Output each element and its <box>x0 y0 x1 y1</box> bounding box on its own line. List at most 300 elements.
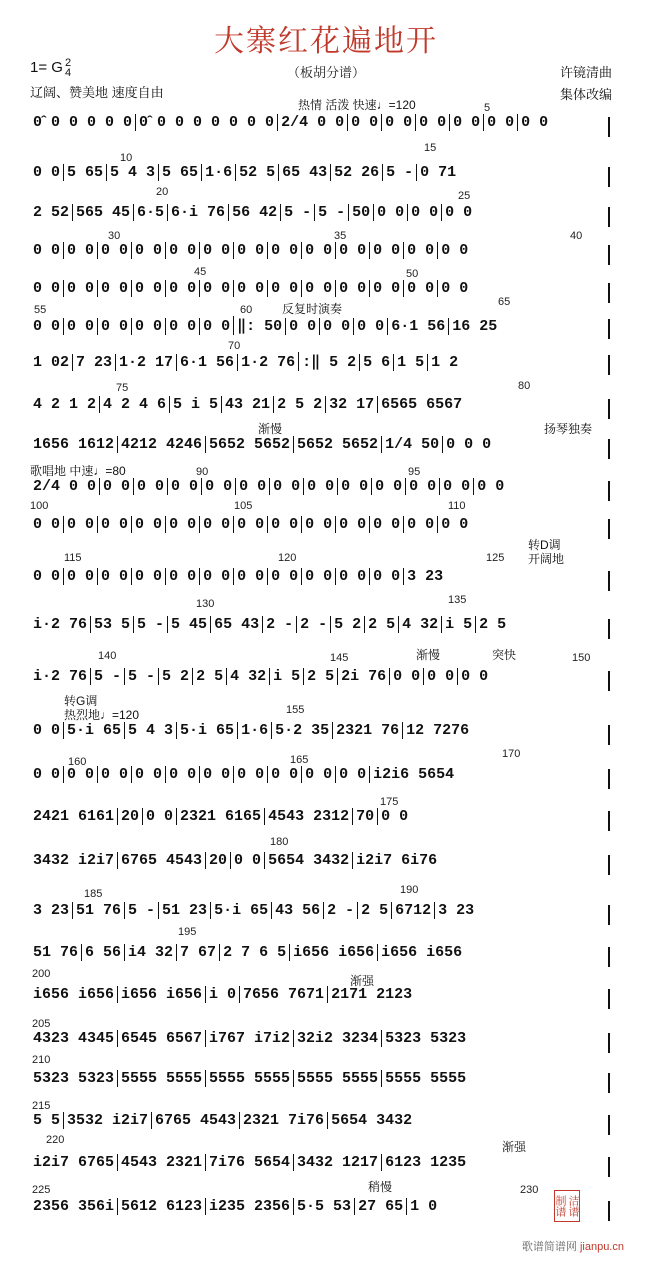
measure: 5652 5652 <box>293 436 381 453</box>
barline-end <box>608 207 610 227</box>
measure: 0 0 <box>97 280 131 297</box>
measure-number: 45 <box>194 266 207 278</box>
measure: 0 0 <box>389 668 423 685</box>
barline-end <box>608 399 610 419</box>
barline-end <box>608 1073 610 1093</box>
measure-number: 60 <box>240 304 253 316</box>
measure: 6545 6567 <box>117 1030 205 1047</box>
measure: 0 0 <box>63 766 97 783</box>
measure-number: 185 <box>84 888 103 900</box>
measure: 1 5 <box>393 354 427 371</box>
measure: 0 0 <box>301 516 335 533</box>
measure: 5·i 65 <box>63 722 124 739</box>
measure: 0 0 0 <box>442 436 494 453</box>
measure: 6 56 <box>81 944 124 961</box>
measure: 2i 76 <box>337 668 389 685</box>
barline-end <box>608 1201 610 1221</box>
measure: 20 <box>205 852 230 869</box>
measure: 4 2 1 2 <box>33 396 97 413</box>
measure: 0 0 <box>199 516 233 533</box>
measure: 0 0 <box>347 114 381 131</box>
measure: 0 0 <box>165 280 199 297</box>
score-row <box>30 568 610 594</box>
measure: 0 0 <box>441 204 475 221</box>
measure-number: 70 <box>228 340 241 352</box>
measure: i 5 <box>269 668 303 685</box>
measure: 1·2 17 <box>115 354 176 371</box>
measure: :‖ 5 2 <box>298 352 359 371</box>
crescendo-label: 渐强 <box>350 974 375 988</box>
measure: 0 0 <box>301 568 335 585</box>
measure: 0 0 <box>63 568 97 585</box>
measure: 0 0 <box>165 568 199 585</box>
measure: 0 0 <box>233 242 267 259</box>
measure: 5654 3432 <box>327 1112 415 1129</box>
measure-number: 205 <box>32 1018 51 1030</box>
measure: 4543 2312 <box>264 808 352 825</box>
measure-number: 25 <box>458 190 471 202</box>
measure-number: 75 <box>116 382 129 394</box>
measure: i·2 76 <box>33 668 88 685</box>
measure: 2 5 <box>364 616 398 633</box>
measure: 5323 5323 <box>381 1030 469 1047</box>
measure: 0 0 <box>97 766 131 783</box>
measure: 0 0 <box>199 280 233 297</box>
measure-number: 130 <box>196 598 215 610</box>
barline-end <box>608 439 610 459</box>
measure: 6765 4543 <box>117 852 205 869</box>
measure: 0 0 <box>403 242 437 259</box>
measure: 0 0 <box>33 516 61 533</box>
score-row <box>30 902 610 928</box>
barline-end <box>608 671 610 691</box>
barline-end <box>608 481 610 501</box>
measure-number: 140 <box>98 650 117 662</box>
measure: 0 0 <box>131 280 165 297</box>
measure: 1 0 <box>406 1198 440 1215</box>
measure: 2/4 0 0 <box>277 114 347 131</box>
measure: 0 0 <box>371 478 405 495</box>
measure: 51 76 <box>33 944 79 961</box>
measure: 0 0 <box>142 808 176 825</box>
expression-marking: 辽阔、赞美地 速度自由 <box>30 85 164 100</box>
measure: 7 23 <box>72 354 115 371</box>
measure: 7 67 <box>176 944 219 961</box>
measure: 0 0 <box>63 242 97 259</box>
measure: 0 0 <box>285 318 319 335</box>
measure: 0 0 <box>353 318 387 335</box>
measure: 0 0 <box>165 318 199 335</box>
measure: 6765 4543 <box>151 1112 239 1129</box>
score-row <box>30 204 610 230</box>
measure: 2321 76 <box>332 722 402 739</box>
measure: 2171 2123 <box>327 986 415 1003</box>
measure: 0 0 <box>415 114 449 131</box>
barline-end <box>608 319 610 339</box>
measure: ‖: 50 <box>233 316 285 335</box>
measure-number: 150 <box>572 652 591 664</box>
measure: i656 i656 <box>33 986 115 1003</box>
measure-number: 190 <box>400 884 419 896</box>
measure-number: 220 <box>46 1134 65 1146</box>
measure: 5 65 <box>158 164 201 181</box>
measure: 0 0 <box>33 722 61 739</box>
measure: i2i7 6765 <box>33 1154 115 1171</box>
score-row <box>30 852 610 878</box>
measure: 27 65 <box>354 1198 406 1215</box>
score-row <box>30 986 610 1012</box>
measure: 4323 4345 <box>33 1030 115 1047</box>
score-row <box>30 242 610 268</box>
measure: 5652 5652 <box>205 436 293 453</box>
measure-number: 5 <box>484 102 491 114</box>
measure: 56 42 <box>228 204 280 221</box>
measure-number: 210 <box>32 1054 51 1066</box>
score-row <box>30 1030 610 1056</box>
measure: 2421 6161 <box>33 808 115 825</box>
barline-end <box>608 117 610 137</box>
measure-number: 125 <box>486 552 505 564</box>
measure: 0 0 <box>267 568 301 585</box>
slow-label-2: 渐慢 <box>416 648 441 662</box>
page-subtitle: （板胡分谱） <box>286 65 365 80</box>
measure: 70 <box>352 808 377 825</box>
measure: i656 i656 <box>117 986 205 1003</box>
measure: 5 2 <box>330 616 364 633</box>
measure: 0 0 <box>337 478 371 495</box>
measure: 0 0 <box>267 766 301 783</box>
barline-end <box>608 1115 610 1135</box>
measure-number: 35 <box>334 230 347 242</box>
measure-number: 115 <box>64 552 82 564</box>
measure: 0 0 <box>131 568 165 585</box>
score-row <box>30 1070 610 1096</box>
score-row <box>30 478 610 504</box>
score-row <box>30 516 610 542</box>
measure: 50 <box>348 204 373 221</box>
measure-number: 100 <box>30 500 49 512</box>
score-row <box>30 280 610 306</box>
measure: 0 0 <box>301 242 335 259</box>
passionate-tempo-label: 热烈地♩=120 <box>64 708 140 722</box>
measure: 0 0 <box>133 478 167 495</box>
measure: 4 32 <box>226 668 269 685</box>
measure: 3532 i2i7 <box>63 1112 151 1129</box>
measure: 5 4 3 <box>106 164 158 181</box>
measure: 3 23 <box>33 902 70 919</box>
measure: 3432 1217 <box>293 1154 381 1171</box>
measure-number: 180 <box>270 836 289 848</box>
measure: 0 0 <box>233 568 267 585</box>
measure: 2 5 <box>357 902 391 919</box>
expansive-label: 开阔地 <box>528 552 565 566</box>
measure-number: 195 <box>178 926 197 938</box>
measure: 3432 i2i7 <box>33 852 115 869</box>
measure: 1656 1612 <box>33 436 115 453</box>
measure-number: 165 <box>290 754 309 766</box>
measure: 32 17 <box>325 396 377 413</box>
measure: 5 - <box>133 616 167 633</box>
measure: 5 - <box>124 668 158 685</box>
measure-number: 10 <box>120 152 133 164</box>
measure-number: 40 <box>570 230 583 242</box>
measure: 0 0 <box>381 114 415 131</box>
measure: 0 0 <box>33 318 61 335</box>
measure: 0 0 <box>230 852 264 869</box>
measure: i656 i656 <box>289 944 377 961</box>
measure: 53 5 <box>90 616 133 633</box>
measure-number: 30 <box>108 230 121 242</box>
measure: 2 - <box>296 616 330 633</box>
measure: 5 2 <box>158 668 192 685</box>
measure: 0 0 <box>335 242 369 259</box>
key-change-g-label: 转G调 <box>64 694 98 708</box>
measure-number: 110 <box>448 500 466 512</box>
measure: 0 0 <box>301 280 335 297</box>
measure: 0 0 <box>63 318 97 335</box>
measure: 5 4 3 <box>124 722 176 739</box>
barline-end <box>608 855 610 875</box>
measure: 0 0 <box>131 318 165 335</box>
measure: 0 0 <box>405 478 439 495</box>
measure: 0 0 <box>457 668 491 685</box>
barline-end <box>608 947 610 967</box>
composer-credit: 许镜清曲 <box>559 65 612 80</box>
measure: 0 0 <box>377 808 411 825</box>
measure: 0 0 <box>319 318 353 335</box>
measure: 0 0 <box>63 280 97 297</box>
measure: 6·1 56 <box>176 354 237 371</box>
measure: 0̂ 0 0 0 0 0 <box>33 114 133 131</box>
measure-number: 145 <box>330 652 349 664</box>
measure: 0 0 <box>267 516 301 533</box>
arranger-credit: 集体改编 <box>559 87 612 102</box>
time-signature: 2 4 <box>64 57 72 79</box>
measure: 0 0 <box>369 242 403 259</box>
measure: 5 45 <box>167 616 210 633</box>
measure: 7i76 5654 <box>205 1154 293 1171</box>
measure: 0 0 <box>517 114 551 131</box>
measure: i 0 <box>205 986 239 1003</box>
measure-number: 175 <box>380 796 399 808</box>
measure: 3 23 <box>434 902 477 919</box>
score-row <box>30 1112 610 1138</box>
barline-end <box>608 355 610 375</box>
measure: 0 0 <box>335 568 369 585</box>
measure: 7656 7671 <box>239 986 327 1003</box>
measure: 43 56 <box>271 902 323 919</box>
measure: 0 0 <box>167 478 201 495</box>
score-row <box>30 668 610 694</box>
slow-label: 渐慢 <box>258 422 283 436</box>
measure: 0 0 <box>99 478 133 495</box>
measure: 0 0 <box>131 516 165 533</box>
measure-number: 15 <box>424 142 437 154</box>
measure: 5 - <box>314 204 348 221</box>
measure: 0 0 <box>33 164 61 181</box>
measure: 0 0 <box>97 568 131 585</box>
measure-number: 135 <box>448 594 467 606</box>
measure: i 5 <box>441 616 475 633</box>
measure: 0 0 <box>483 114 517 131</box>
measure-number: 155 <box>286 704 305 716</box>
measure: 3 23 <box>403 568 446 585</box>
measure: 2 7 6 5 <box>219 944 289 961</box>
measure-number: 55 <box>34 304 47 316</box>
measure: 5 i 5 <box>169 396 221 413</box>
measure: 0 0 <box>437 242 471 259</box>
measure: 6712 <box>391 902 434 919</box>
score-row <box>30 114 610 140</box>
measure: 0 0 <box>199 318 233 335</box>
measure: 0 0 <box>233 516 267 533</box>
measure: 6·1 56 <box>387 318 448 335</box>
page-title: 大寨红花遍地开 <box>214 25 438 58</box>
measure: 5555 5555 <box>117 1070 205 1087</box>
measure: 51 23 <box>158 902 210 919</box>
measure: 5555 5555 <box>381 1070 469 1087</box>
measure: 0 71 <box>416 164 459 181</box>
measure: i235 2356 <box>205 1198 293 1215</box>
measure-number: 65 <box>498 296 511 308</box>
barline-end <box>608 905 610 925</box>
measure: 0 0 <box>165 242 199 259</box>
measure: 5·2 35 <box>271 722 332 739</box>
measure: 0 0 <box>439 478 473 495</box>
measure-number: 50 <box>406 268 419 280</box>
barline-end <box>608 989 610 1009</box>
measure: 20 <box>117 808 142 825</box>
barline-end <box>608 619 610 639</box>
measure: 4 32 <box>398 616 441 633</box>
tempo-marking: 热情 活泼 快速♩=120 <box>298 98 416 112</box>
measure: 2 5 <box>303 668 337 685</box>
measure: 0 0 <box>369 516 403 533</box>
measure-number: 160 <box>68 756 87 768</box>
measure: 0 0 <box>423 668 457 685</box>
measure: 0 0 <box>301 766 335 783</box>
measure: 0 0 <box>403 516 437 533</box>
site-footer <box>522 1238 624 1254</box>
measure: 0 0 <box>335 280 369 297</box>
measure: 1 2 <box>427 354 461 371</box>
measure: 2321 6165 <box>176 808 264 825</box>
measure: 0 0 <box>473 478 507 495</box>
measure: 5555 5555 <box>205 1070 293 1087</box>
measure: 0 0 <box>33 766 61 783</box>
measure: 2 5 <box>192 668 226 685</box>
measure: 0 0 <box>199 766 233 783</box>
measure: 32i2 3234 <box>293 1030 381 1047</box>
measure: 43 21 <box>221 396 273 413</box>
measure: 0 0 <box>233 280 267 297</box>
measure-number: 90 <box>196 466 209 478</box>
score-row <box>30 396 610 422</box>
measure: 6·i 76 <box>167 204 228 221</box>
score-row <box>30 616 610 642</box>
measure-number: 230 <box>520 1184 539 1196</box>
measure: 2/4 0 0 <box>33 478 97 495</box>
measure: 2 5 2 <box>273 396 325 413</box>
measure: 0 0 <box>403 280 437 297</box>
measure: 5612 6123 <box>117 1198 205 1215</box>
measure: i4 32 <box>124 944 176 961</box>
measure: 0 0 <box>131 242 165 259</box>
measure-number: 80 <box>518 380 531 392</box>
measure: 5 65 <box>63 164 106 181</box>
barline-end <box>608 1157 610 1177</box>
measure-number: 120 <box>278 552 297 564</box>
measure: 0 0 <box>369 568 403 585</box>
measure: 5 5 <box>33 1112 61 1129</box>
measure: 0 0 <box>165 766 199 783</box>
measure: 0 0 <box>97 318 131 335</box>
footer-site-name: 歌谱简谱网 <box>521 1241 577 1253</box>
measure: i2i6 5654 <box>369 766 457 783</box>
measure: 0 0 <box>267 280 301 297</box>
measure: 1 02 <box>33 354 70 371</box>
key-signature <box>30 58 71 78</box>
key-change-d-label: 转D调 <box>528 538 561 552</box>
measure: 0 0 <box>449 114 483 131</box>
footer-site-url: jianpu.cn <box>579 1241 624 1253</box>
measure: 6123 1235 <box>381 1154 469 1171</box>
barline-end <box>608 769 610 789</box>
key-label: 1= G <box>30 58 63 76</box>
measure: 65 43 <box>210 616 262 633</box>
barline-end <box>608 283 610 303</box>
measure: 0 0 <box>335 766 369 783</box>
measure: 0 0 <box>437 516 471 533</box>
measure: 5 - <box>382 164 416 181</box>
barline-end <box>608 167 610 187</box>
measure: 0 0 <box>199 568 233 585</box>
measure: 0 0 <box>267 242 301 259</box>
measure: 6·5 <box>133 204 167 221</box>
measure: 52 5 <box>235 164 278 181</box>
measure: 0 0 <box>199 242 233 259</box>
measure: 565 45 <box>72 204 133 221</box>
measure: 0 0 <box>407 204 441 221</box>
barline-end <box>608 571 610 591</box>
measure: 1·6 <box>237 722 271 739</box>
measure: 0 0 <box>165 516 199 533</box>
measure: 5 - <box>90 668 124 685</box>
measure: 0 0 <box>233 766 267 783</box>
measure: 5·i 65 <box>210 902 271 919</box>
score-row <box>30 808 610 834</box>
measure: 52 26 <box>330 164 382 181</box>
measure: 0 0 <box>131 766 165 783</box>
measure: 0 0 <box>33 280 61 297</box>
measure: 5555 5555 <box>293 1070 381 1087</box>
score-row <box>30 766 610 792</box>
measure: 0 0 <box>97 242 131 259</box>
measure: 0 0 <box>303 478 337 495</box>
measure: 2356 356i <box>33 1198 115 1215</box>
barline-end <box>608 725 610 745</box>
slightly-slow-label: 稍慢 <box>368 1180 393 1194</box>
score-row <box>30 352 610 378</box>
measure: 5·i 65 <box>176 722 237 739</box>
measure: 6565 6567 <box>377 396 465 413</box>
score-row <box>30 436 610 462</box>
measure-number: 105 <box>234 500 253 512</box>
barline-end <box>608 519 610 539</box>
measure: 0 0 <box>33 242 61 259</box>
measure: 5 6 <box>359 354 393 371</box>
repeat-label: 反复时演奏 <box>282 302 343 316</box>
